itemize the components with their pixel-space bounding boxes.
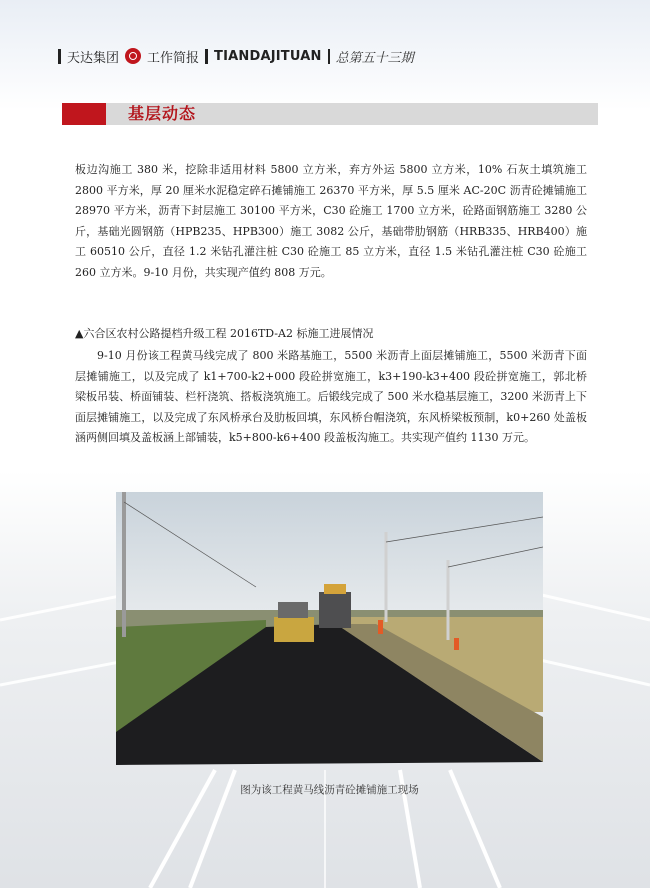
photo-caption: 图为该工程黄马线沥青砼摊铺施工现场: [240, 784, 419, 796]
page-header: [58, 46, 414, 66]
body-paragraph-1: 板边沟施工 380 米，挖除非适用材料 5800 立方米，弃方外运 5800 立方米，10% 石灰土填筑施工 2800 平方米，厚 20 厘米水泥稳定碎石摊铺施工 26370 平方米，厚 5.5 厘米 AC-20C 沥青砼摊铺施工 28970 平方米，沥青下封层施工 30100 平方米，C30 砼施工 1700 立方米，砼路面钢筋施工 3280 公斤，基础光圆钢筋（HPB235、HPB300）施工 3082 公斤，基础带肋钢筋（HRB335、HRB400）施工 60510 公斤，直径 1.2 米钻孔灌注桩 C30 砼施工 85 立方米，直径 1.5 米钻孔灌注桩 C30 砼施工 260 立方米。9-10 月份，共实现产值约 808 万元。: [75, 163, 587, 279]
section-header: [62, 103, 598, 125]
header-divider: [58, 49, 61, 64]
bulletin-name: 工作简报: [147, 50, 200, 66]
header-divider: [205, 49, 208, 64]
company-name: 天达集团: [67, 50, 120, 66]
body-paragraph-2: 9-10 月份该工程黄马线完成了 800 米路基施工，5500 米沥青上面层摊铺施工，5500 米沥青下面层摊铺施工，以及完成了 k1+700-k2+000 段砼拼宽施工，k3+190-k3+400 段砼拼宽施工，郭北桥梁板吊装、桥面铺装、栏杆浇筑、搭板浇筑施工。后锻线完成了 500 米水稳基层施工，3200 米沥青上下面层摊铺施工，以及完成了东风桥承台及肋板回填，东风桥台帽浇筑，东风桥梁板预制，k0+260 处盖板涵两侧回填及盖板涵上部铺装，k5+800-k6+400 段盖板沟施工。共实现产值约 1130 万元。: [75, 349, 587, 445]
sub-heading: ▲六合区农村公路提档升级工程 2016TD-A2 标施工进展情况: [75, 327, 374, 340]
company-logo-icon: [125, 48, 141, 64]
header-divider: [328, 49, 330, 64]
section-title: 基层动态: [128, 104, 197, 123]
road-paving-photo: [116, 492, 543, 765]
photo-illustration: [116, 492, 543, 765]
issue-number: 总第五十三期: [335, 50, 414, 66]
section-accent: [62, 103, 106, 125]
brand-english: TIANDAJITUAN: [214, 48, 322, 64]
